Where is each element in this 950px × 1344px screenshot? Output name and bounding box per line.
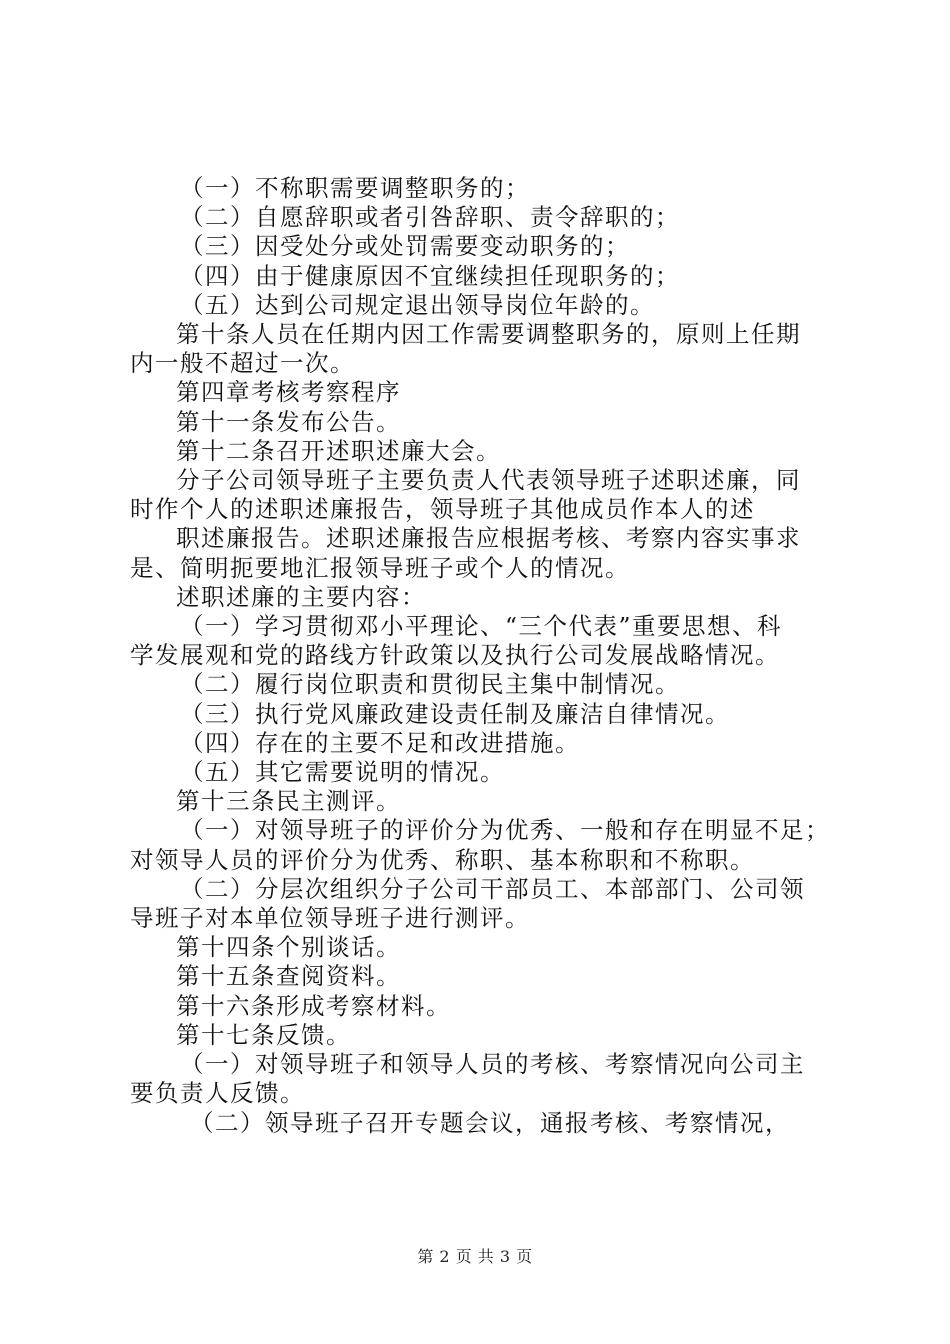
body-paragraph: 分子公司领导班子主要负责人代表领导班子述职述廉，同	[176, 466, 801, 495]
clause-item: （一）对领导班子的评价分为优秀、一般和存在明显不足；	[180, 816, 830, 845]
clause-item-continued: 对领导人员的评价分为优秀、称职、基本称职和不称职。	[130, 845, 755, 874]
page-number: 第 2 页 共 3 页	[417, 1247, 533, 1266]
body-paragraph: 述职述廉的主要内容：	[176, 582, 426, 611]
body-paragraph-continued: 是、简明扼要地汇报领导班子或个人的情况。	[130, 553, 630, 582]
article-paragraph: 第十条人员在任期内因工作需要调整职务的，原则上任期	[176, 320, 801, 349]
article-paragraph-continued: 内一般不超过一次。	[130, 349, 355, 378]
article-paragraph: 第十七条反馈。	[176, 1020, 351, 1049]
clause-item: （二）领导班子召开专题会议，通报考核、考察情况，	[190, 1108, 790, 1137]
clause-item-continued: 要负责人反馈。	[130, 1079, 305, 1108]
chapter-heading: 第四章考核考察程序	[176, 378, 401, 407]
article-paragraph: 第十四条个别谈话。	[176, 933, 401, 962]
clause-item: （五）达到公司规定退出领导岗位年龄的。	[180, 290, 655, 319]
clause-item: （二）履行岗位职责和贯彻民主集中制情况。	[180, 670, 680, 699]
page-footer	[0, 1244, 950, 1267]
clause-item: （一）学习贯彻邓小平理论、“三个代表”重要思想、科	[180, 612, 783, 641]
document-body	[130, 174, 835, 1138]
clause-item: （五）其它需要说明的情况。	[180, 758, 505, 787]
clause-item: （四）由于健康原因不宜继续担任现职务的；	[180, 261, 680, 290]
article-paragraph: 第十五条查阅资料。	[176, 962, 401, 991]
clause-item-continued: 学发展观和党的路线方针政策以及执行公司发展战略情况。	[130, 641, 780, 670]
article-paragraph: 第十二条召开述职述廉大会。	[176, 436, 501, 465]
clause-item: （三）执行党风廉政建设责任制及廉洁自律情况。	[180, 699, 730, 728]
clause-item: （二）分层次组织分子公司干部员工、本部部门、公司领	[180, 874, 805, 903]
article-paragraph: 第十三条民主测评。	[176, 787, 401, 816]
clause-item-continued: 导班子对本单位领导班子进行测评。	[130, 904, 530, 933]
article-paragraph: 第十六条形成考察材料。	[176, 991, 451, 1020]
clause-item: （二）自愿辞职或者引咎辞职、责令辞职的；	[180, 203, 680, 232]
clause-item: （一）不称职需要调整职务的；	[180, 174, 530, 202]
clause-item: （四）存在的主要不足和改进措施。	[180, 728, 580, 757]
clause-item: （一）对领导班子和领导人员的考核、考察情况向公司主	[180, 1050, 805, 1079]
article-paragraph: 第十一条发布公告。	[176, 407, 401, 436]
clause-item: （三）因受处分或处罚需要变动职务的；	[180, 232, 630, 261]
body-paragraph-continued: 时作个人的述职述廉报告，领导班子其他成员作本人的述	[130, 495, 755, 524]
body-paragraph: 职述廉报告。述职述廉报告应根据考核、考察内容实事求	[176, 524, 801, 553]
